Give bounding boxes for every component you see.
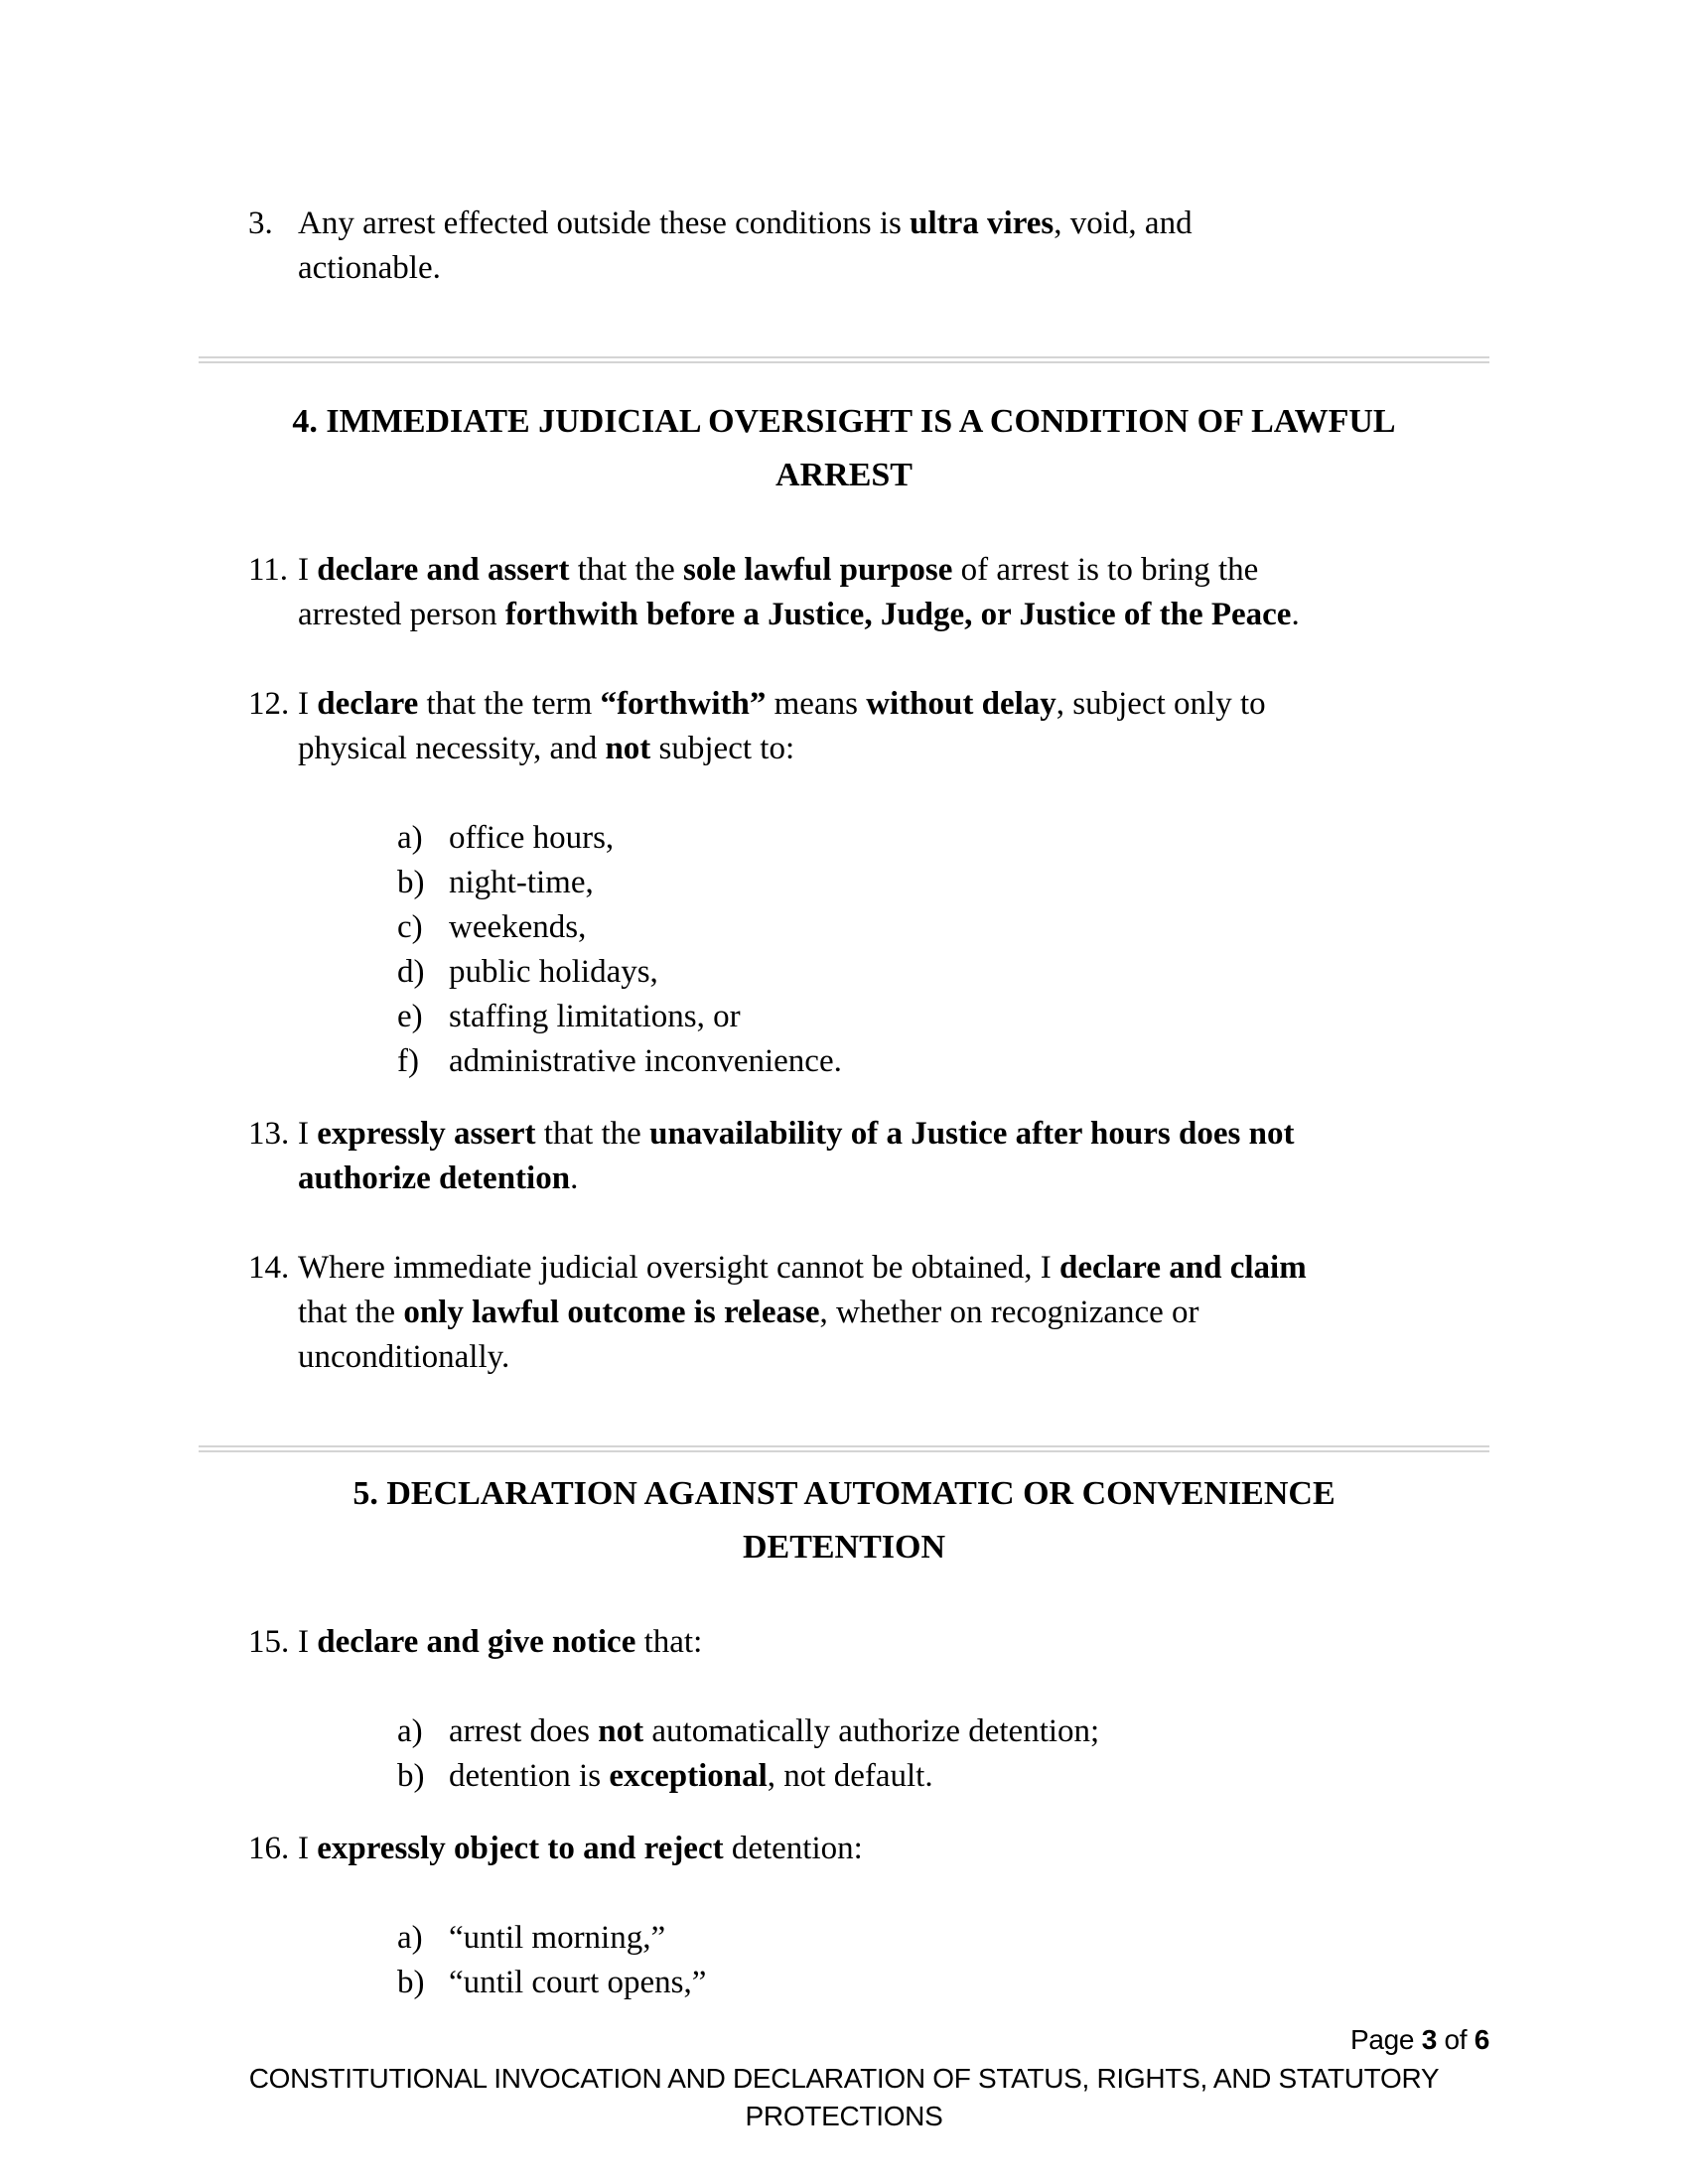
- list-item: [248, 202, 1489, 291]
- footer-page-number: 3: [1421, 2024, 1437, 2055]
- section-heading: 4. IMMEDIATE JUDICIAL OVERSIGHT IS A CONDITION OF LAWFUL ARREST: [292, 403, 1396, 493]
- list-item-number: b): [397, 1758, 425, 1794]
- list-item-number: a): [397, 820, 423, 856]
- list-item-number: 13.: [248, 1116, 290, 1152]
- footer-page-total: 6: [1474, 2024, 1489, 2055]
- list-item-text: arrest does not automatically authorize detention;: [449, 1713, 1100, 1749]
- footer-page-number-line: [199, 2021, 1489, 2059]
- list-item-number: b): [397, 1965, 425, 2000]
- list-item: [248, 548, 1489, 637]
- list-item-number: 15.: [248, 1624, 290, 1660]
- list-item-text: I declare that the term “forthwith” means without delay, subject only to physical necessity, and not subject to:: [298, 686, 1266, 766]
- sub-list-item: [397, 861, 1489, 905]
- list-item-number: 14.: [248, 1250, 290, 1286]
- list-item-text: weekends,: [449, 909, 587, 945]
- list-item-number: f): [397, 1043, 419, 1079]
- list-item-number: a): [397, 1713, 423, 1749]
- page-footer: [199, 2021, 1489, 2135]
- list-item: [248, 1620, 1489, 1665]
- sub-list-item: [397, 1916, 1489, 1961]
- list-item-text: “until morning,”: [449, 1920, 666, 1956]
- sub-list-item: [397, 995, 1489, 1039]
- list-item-text: staffing limitations, or: [449, 999, 741, 1034]
- sub-list-item: [397, 1754, 1489, 1799]
- sub-list-item: [397, 1039, 1489, 1084]
- list-item-text: office hours,: [449, 820, 615, 856]
- section-divider: [199, 356, 1489, 363]
- list-item-text: night-time,: [449, 865, 594, 900]
- footer-document-title: CONSTITUTIONAL INVOCATION AND DECLARATION OF STATUS, RIGHTS, AND STATUTORY PROTECTIONS: [248, 2063, 1440, 2131]
- list-item-number: a): [397, 1920, 423, 1956]
- footer-of-label: of: [1444, 2024, 1468, 2055]
- list-item-text: Where immediate judicial oversight cannot be obtained, I declare and claim that the only lawful outcome is release, whether on recognizance or unconditionally.: [298, 1250, 1307, 1375]
- sub-list-item: [397, 816, 1489, 861]
- list-item-number: 16.: [248, 1831, 290, 1866]
- list-item-text: administrative inconvenience.: [449, 1043, 842, 1079]
- list-item: [248, 1112, 1489, 1201]
- list-item-text: Any arrest effected outside these conditions is ultra vires, void, and actionable.: [298, 205, 1193, 286]
- list-item-number: 12.: [248, 686, 290, 722]
- list-item-text: I expressly object to and reject detention:: [298, 1831, 863, 1866]
- list-item: [248, 1827, 1489, 1871]
- sub-list-item: [397, 1709, 1489, 1754]
- list-item-number: 3.: [248, 205, 273, 241]
- list-item: [248, 682, 1489, 771]
- list-item-number: b): [397, 865, 425, 900]
- list-item-number: c): [397, 909, 423, 945]
- list-item-number: d): [397, 954, 425, 990]
- list-item: [248, 1246, 1489, 1380]
- list-item-text: I declare and assert that the sole lawful purpose of arrest is to bring the arrested person forthwith before a Justice, Judge, or Justice of the Peace.: [298, 552, 1300, 632]
- list-item-text: detention is exceptional, not default.: [449, 1758, 933, 1794]
- list-item-text: public holidays,: [449, 954, 658, 990]
- list-item-text: I expressly assert that the unavailability of a Justice after hours does not authorize detention.: [298, 1116, 1295, 1196]
- sub-list-item: [397, 905, 1489, 950]
- list-item-text: I declare and give notice that:: [298, 1624, 703, 1660]
- list-item-number: e): [397, 999, 423, 1034]
- list-item-number: 11.: [248, 552, 289, 588]
- sub-list-item: [397, 1961, 1489, 2005]
- list-item-text: “until court opens,”: [449, 1965, 707, 2000]
- section-divider: [199, 1445, 1489, 1452]
- sub-list-item: [397, 950, 1489, 995]
- section-heading: 5. DECLARATION AGAINST AUTOMATIC OR CONVENIENCE DETENTION: [352, 1475, 1336, 1566]
- footer-page-label: Page: [1350, 2024, 1415, 2055]
